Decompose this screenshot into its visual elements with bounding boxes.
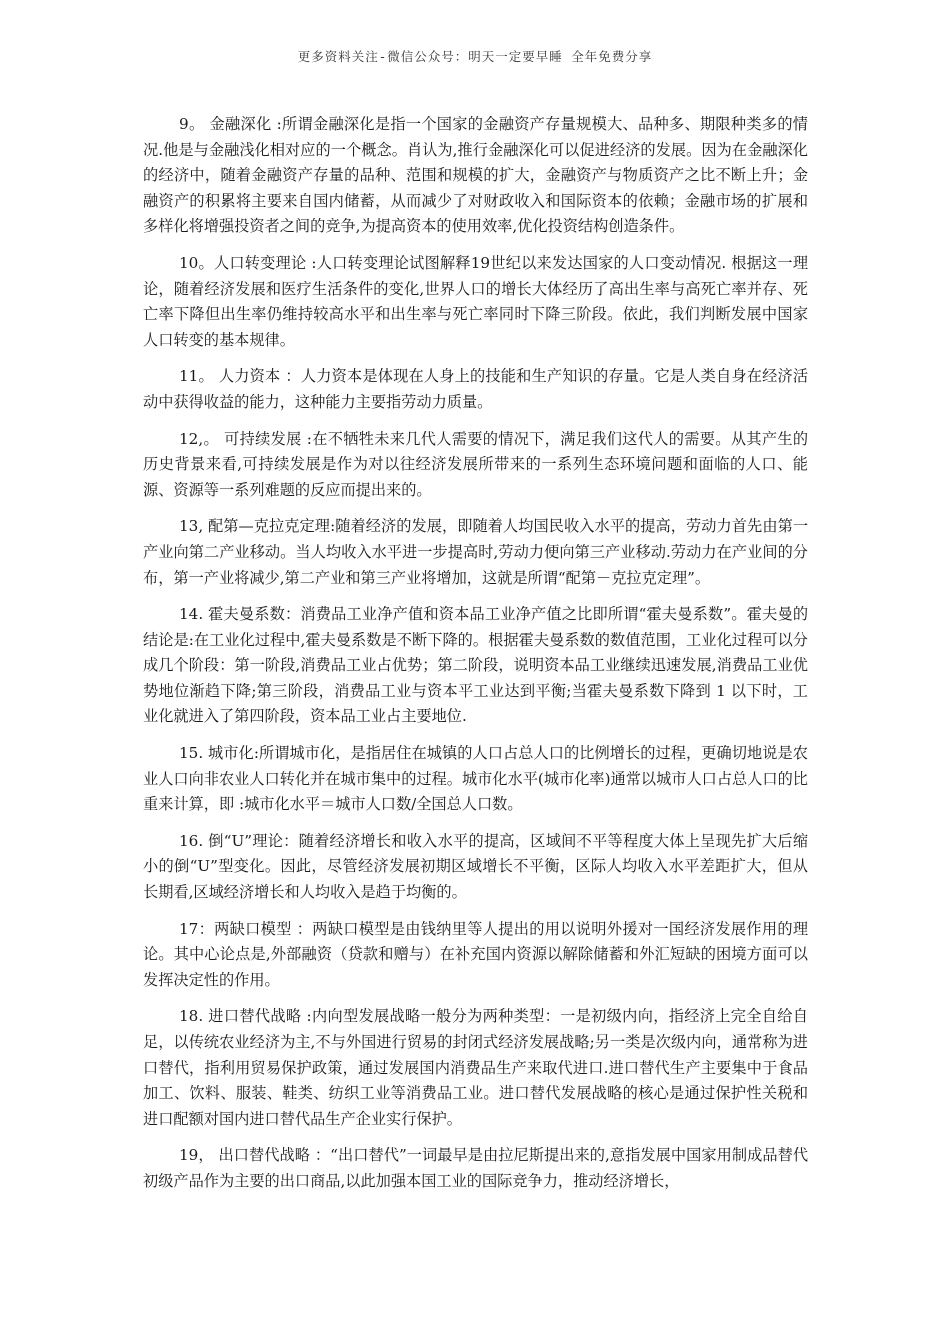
paragraph-15 <box>143 741 808 818</box>
item-body: :所谓金融深化是指一个国家的金融资产存量规模大、品种多、期限种类多的情况.他是与金融浅化相对应的一个概念。肖认为,推行金融深化可以促进经济的发展。因为在金融深化的经济中，随着金融资产存量的品种、范围和规模的扩大，金融资产与物质资产之比不断上升；金融资产的积累将主要来自国内储蓄，从而减少了对财政收入和国际资本的依赖；金融市场的扩展和多样化将增强投资者之间的竞争,为提高资本的使用效率,优化投资结构创造条件。 <box>143 115 808 236</box>
item-number: 13, <box>179 517 204 536</box>
paragraph-12 <box>143 427 808 504</box>
item-term: 出口替代战略 <box>213 1146 311 1165</box>
item-body: :在不牺牲未来几代人需要的情况下，满足我们这代人的需要。从其产生的历史背景来看,可持续发展是作为对以往经济发展所带来的一系列生态环境问题和面临的人口、能源、资源等一系列难题的反应而提出来的。 <box>143 429 809 499</box>
paragraph-17 <box>143 917 808 994</box>
paragraph-16 <box>143 829 808 906</box>
item-body: ：随着经济增长和收入水平的提高，区域间不平等程度大体上呈现先扩大后缩小的倒“U”型变化。因此，尽管经济发展初期区域增长不平衡，区际人均收入水平差距扩大，但从长期看,区域经济增长和人均收入是趋于均衡的。 <box>143 831 809 902</box>
paragraph-11 <box>143 364 808 415</box>
item-body: :所谓城市化，是指居住在城镇的人口占总人口的比例增长的过程，更确切地说是农业人口向非农业人口转化并在城市集中的过程。城市化水平(城市化率)通常以城市人口占总人口的比重来计算，即 :城市化水平＝城市人口数/全国总人口数。 <box>143 744 808 814</box>
item-term: 城市化 <box>203 744 254 763</box>
item-number: 10。 <box>179 253 214 272</box>
item-term: 霍夫曼系数 <box>203 605 286 624</box>
item-term: 人口转变理论 <box>213 253 307 272</box>
item-term: 倒“U”理论 <box>203 831 284 850</box>
paragraph-19 <box>143 1143 808 1194</box>
item-term: 配第—克拉克定理 <box>203 517 331 536</box>
item-number: 15. <box>179 744 204 763</box>
item-body: ：消费品工业净产值和资本品工业净产值之比即所谓“霍夫曼系数”。霍夫曼的结论是:在工业化过程中,霍夫曼系数是不断下降的。根据霍夫曼系数的数值范围，工业化过程可以分成几个阶段：第一阶段,消费品工业占优势；第二阶段，说明资本品工业继续迅速发展,消费品工业优势地位渐趋下降;第三阶段，消费品工业与资本平工业达到平衡;当霍夫曼系数下降到 1 以下时，工业化就进入了第四阶段，资本品工业占主要地位. <box>143 605 809 726</box>
item-term: 可持续发展 <box>218 429 302 448</box>
item-body: :随着经济的发展，即随着人均国民收入水平的提高，劳动力首先由第一产业向第二产业移动。当人均收入水平进一步提高时,劳动力便向第三产业移动.劳动力在产业间的分布，第一产业将减少,第二产业和第三产业将增加，这就是所谓“配第－克拉克定理”。 <box>143 517 809 587</box>
item-number: 11。 <box>179 367 214 386</box>
item-number: 19， <box>179 1146 214 1165</box>
item-term: 金融深化 <box>204 115 272 133</box>
item-number: 17： <box>179 919 215 938</box>
page-header: 更多资料关注-微信公众号：明天一定要早睡 全年免费分享 <box>297 49 653 64</box>
paragraph-9 <box>143 112 808 240</box>
item-body: :人口转变理论试图解释19世纪以来发达国家的人口变动情况. 根据这一理论，随着经济发展和医疗生活条件的变化,世界人口的增长大体经历了高出生率与高死亡率并存、死亡率下降但出生率仍维持较高水平和出生率与死亡率同时下降三阶段。依此，我们判断发展中国家人口转变的基本规律。 <box>143 253 809 349</box>
paragraph-10 <box>143 251 808 353</box>
item-number: 14. <box>179 605 204 624</box>
item-body: ：两缺口模型是由钱纳里等人提出的用以说明外援对一国经济发展作用的理论。其中心论点是,外部融资（贷款和赠与）在补充国内资源以解除储蓄和外汇短缺的困境方面可以发挥决定性的作用。 <box>143 919 809 989</box>
paragraph-13 <box>143 514 808 591</box>
paragraph-18 <box>143 1004 808 1132</box>
item-term: 两缺口模型 <box>214 919 292 938</box>
item-number: 16. <box>179 831 204 850</box>
document-body <box>143 112 808 1206</box>
paragraph-14 <box>143 602 808 730</box>
item-number: 12,。 <box>179 429 219 448</box>
item-term: 进口替代战略 <box>203 1007 302 1026</box>
item-body: :内向型发展战略一般分为两种类型：一是初级内向，指经济上完全自给自足，以传统农业经济为主,不与外国进行贸易的封闭式经济发展战略;另一类是次级内向，通常称为进口替代，指利用贸易保护政策，通过发展国内消费品生产来取代进口.进口替代生产主要集中于食品加工、饮料、服装、鞋类、纺织工业等消费品工业。进口替代发展战略的核心是通过保护性关税和进口配额对国内进口替代品生产企业实行保护。 <box>143 1007 808 1128</box>
item-number: 18. <box>179 1007 204 1026</box>
item-body: ：人力资本是体现在人身上的技能和生产知识的存量。它是人类自身在经济活动中获得收益的能力，这种能力主要指劳动力质量。 <box>143 367 809 411</box>
item-term: 人力资本 <box>213 367 281 386</box>
item-body: ：“出口替代”一词最早是由拉尼斯提出来的,意指发展中国家用制成品替代初级产品作为主要的出口商品,以此加强本国工业的国际竞争力，推动经济增长， <box>143 1146 809 1190</box>
item-number: 9。 <box>179 115 205 133</box>
